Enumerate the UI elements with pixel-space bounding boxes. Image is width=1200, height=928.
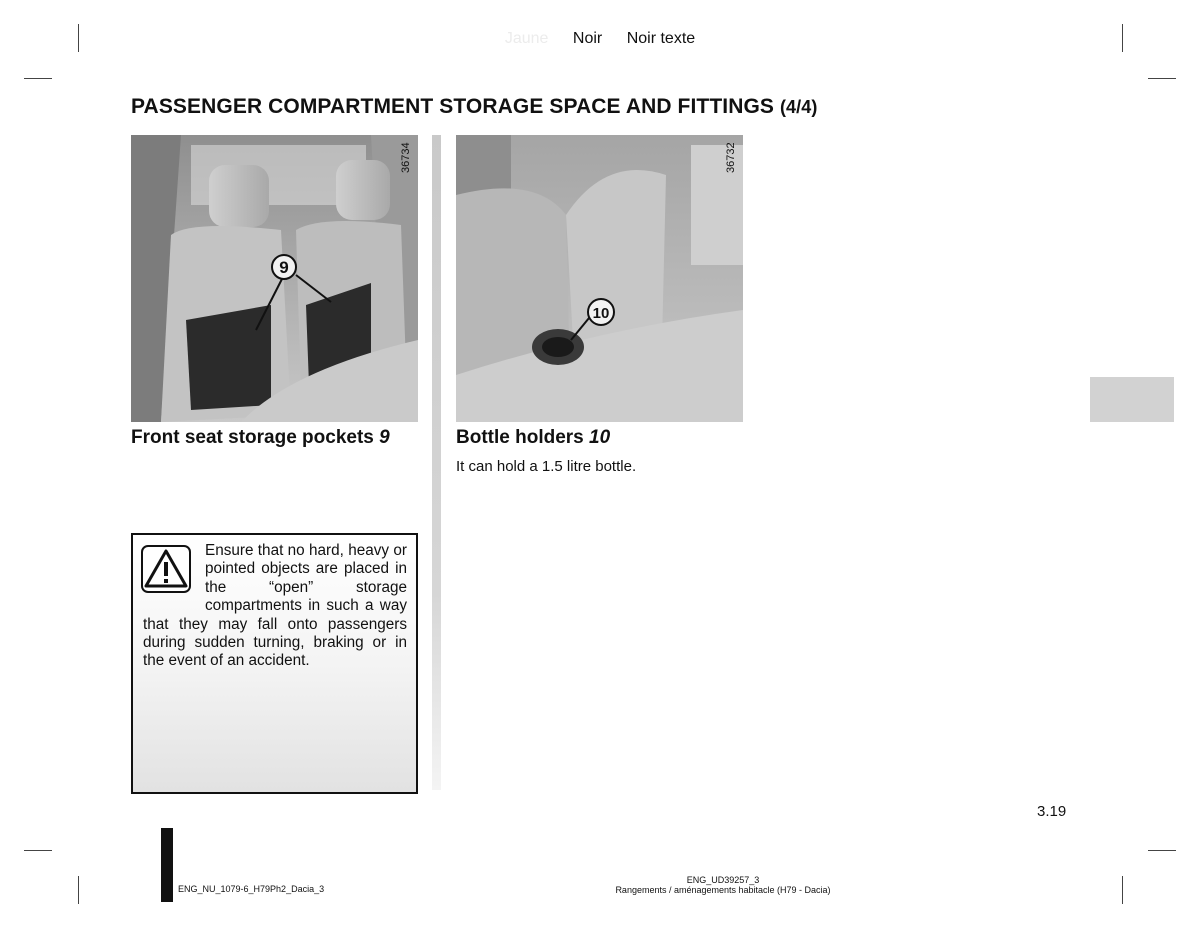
figure-id: 36734 (400, 142, 412, 173)
chapter-tab (1090, 377, 1174, 422)
footer-ref-code: ENG_UD39257_3 (686, 875, 760, 885)
figure-seat-pockets (131, 135, 418, 422)
heading-text: Front seat storage pockets (131, 427, 374, 448)
seat-back-pockets-photo (131, 135, 418, 422)
figure-callout-9: 9 (279, 258, 289, 277)
footer-marker-bar (161, 828, 173, 902)
color-mark-noir-texte: Noir texte (626, 30, 696, 47)
warning-text-block (143, 542, 407, 671)
bottle-holder-photo (456, 135, 743, 422)
footer-reference (558, 875, 888, 895)
footer-ref-desc: Rangements / aménagements habitacle (H79 - Dacia) (615, 885, 831, 895)
figure-callout-10: 10 (592, 305, 610, 322)
page-title-main: PASSENGER COMPARTMENT STORAGE SPACE AND FITTINGS (131, 95, 775, 118)
warning-text: Ensure that no hard, heavy or pointed objects are placed in the “open” storage compartments in such a way that they may fall onto passengers during sudden turning, braking or in the event of an accident. (143, 542, 407, 670)
crop-mark (78, 876, 79, 904)
crop-mark (24, 78, 52, 79)
column-divider (432, 135, 441, 790)
bottle-holder-description: It can hold a 1.5 litre bottle. (456, 458, 637, 475)
warning-box (131, 533, 418, 794)
crop-mark (1148, 78, 1176, 79)
crop-mark (1122, 876, 1123, 904)
figure-id: 36732 (725, 142, 737, 173)
heading-ref: 9 (379, 427, 390, 448)
color-mark-jaune: Jaune (504, 30, 549, 47)
figure-bottle-holders (456, 135, 743, 422)
heading-ref: 10 (589, 427, 611, 448)
page-number: 3.19 (1037, 803, 1067, 820)
page-title (131, 95, 817, 119)
heading-bottle-holders (456, 427, 610, 449)
crop-mark (1148, 850, 1176, 851)
footer-doc-id: ENG_NU_1079-6_H79Ph2_Dacia_3 (178, 884, 325, 894)
color-mark-noir: Noir (572, 30, 603, 47)
heading-front-seat-pockets (131, 427, 390, 449)
heading-text: Bottle holders (456, 427, 584, 448)
crop-mark (24, 850, 52, 851)
print-color-marks (0, 30, 1200, 48)
page-title-part: (4/4) (779, 97, 818, 117)
